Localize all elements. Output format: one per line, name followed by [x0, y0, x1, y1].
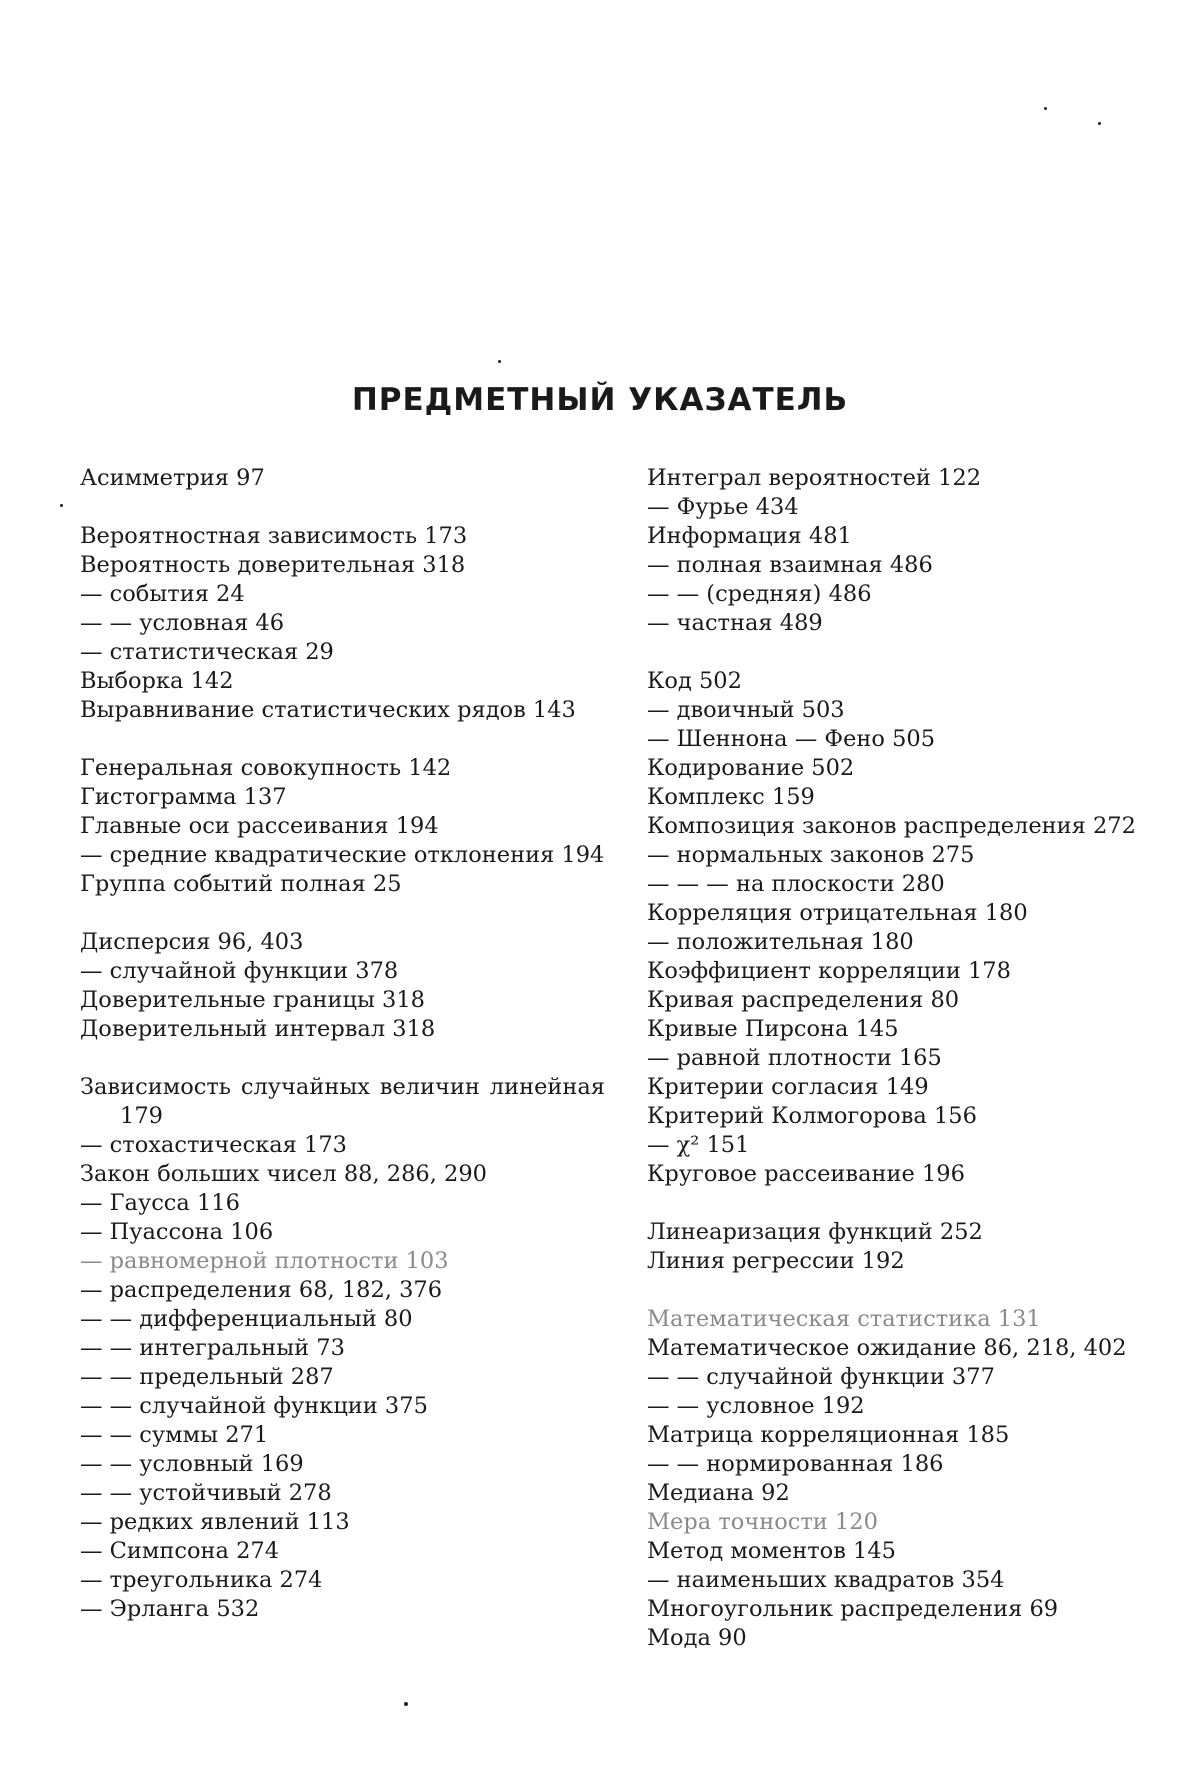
index-entry: Выравнивание статистических рядов 143: [80, 697, 576, 723]
index-entry: — редких явлений 113: [80, 1509, 350, 1535]
index-entry: Круговое рассеивание 196: [647, 1161, 965, 1187]
index-entry: Код 502: [647, 668, 742, 694]
index-entry: — треугольника 274: [80, 1567, 323, 1593]
index-entry: Метод моментов 145: [647, 1538, 896, 1564]
index-entry: Выборка 142: [80, 668, 234, 694]
index-entry: — — (средняя) 486: [647, 581, 872, 607]
index-entry: — Эрланга 532: [80, 1596, 260, 1622]
index-column-right: [647, 464, 1167, 1682]
scan-speck: [404, 1702, 408, 1706]
index-entry: Медиана 92: [647, 1480, 790, 1506]
index-entry: — положительная 180: [647, 929, 914, 955]
index-entry: — — условный 169: [80, 1451, 304, 1477]
page-title: ПРЕДМЕТНЫЙ УКАЗАТЕЛЬ: [351, 382, 849, 418]
index-letter-group: [647, 667, 1167, 1189]
index-entry: Вероятностная зависимость 173: [80, 523, 468, 549]
index-entry: — статистическая 29: [80, 639, 334, 665]
index-entry: Дисперсия 96, 403: [80, 929, 304, 955]
index-entry: — частная 489: [647, 610, 823, 636]
index-letter-group: [80, 928, 605, 1044]
index-entry: Главные оси рассеивания 194: [80, 813, 439, 839]
index-entry: Критерий Колмогорова 156: [647, 1103, 977, 1129]
index-letter-group: [80, 1073, 605, 1624]
index-entry: — χ² 151: [647, 1132, 750, 1158]
index-entry: Матрица корреляционная 185: [647, 1422, 1010, 1448]
index-entry: — — нормированная 186: [647, 1451, 944, 1477]
index-entry: Генеральная совокупность 142: [80, 755, 452, 781]
index-entry: Математическая статистика 131: [647, 1306, 1041, 1332]
index-entry: Зависимость случайных величин линейная 179: [80, 1074, 605, 1129]
index-entry: Корреляция отрицательная 180: [647, 900, 1028, 926]
index-entry: — — предельный 287: [80, 1364, 334, 1390]
index-entry: Доверительные границы 318: [80, 987, 425, 1013]
index-entry: — — дифференциальный 80: [80, 1306, 413, 1332]
index-entry: — — случайной функции 375: [80, 1393, 428, 1419]
index-entry: Критерии согласия 149: [647, 1074, 929, 1100]
index-entry: Информация 481: [647, 523, 852, 549]
index-entry: Комплекс 159: [647, 784, 815, 810]
index-entry: Мера точности 120: [647, 1509, 878, 1535]
scan-speck: [1044, 107, 1047, 110]
index-letter-group: [647, 1218, 1167, 1276]
index-entry: — средние квадратические отклонения 194: [80, 842, 605, 868]
index-entry: — Фурье 434: [647, 494, 799, 520]
index-entry: — — интегральный 73: [80, 1335, 345, 1361]
index-entry: — события 24: [80, 581, 245, 607]
scan-speck: [60, 504, 63, 507]
index-entry: Доверительный интервал 318: [80, 1016, 436, 1042]
index-entry: Линия регрессии 192: [647, 1248, 905, 1274]
index-entry: — — — на плоскости 280: [647, 871, 945, 897]
index-entry: — Гаусса 116: [80, 1190, 240, 1216]
index-entry: Многоугольник распределения 69: [647, 1596, 1059, 1622]
index-entry: Кривые Пирсона 145: [647, 1016, 899, 1042]
index-entry: Кодирование 502: [647, 755, 855, 781]
index-entry: Асимметрия 97: [80, 465, 265, 491]
index-column-left: [80, 464, 605, 1653]
scan-speck: [498, 360, 501, 363]
index-entry: Линеаризация функций 252: [647, 1219, 983, 1245]
index-entry: — — устойчивый 278: [80, 1480, 332, 1506]
index-letter-group: [80, 522, 605, 725]
index-entry: Композиция законов распределения 272: [647, 813, 1136, 839]
index-entry: Гистограмма 137: [80, 784, 287, 810]
index-entry: Группа событий полная 25: [80, 871, 402, 897]
index-entry: — Шеннона — Фено 505: [647, 726, 936, 752]
index-entry: Мода 90: [647, 1625, 747, 1651]
index-entry: Вероятность доверительная 318: [80, 552, 466, 578]
index-entry: — — суммы 271: [80, 1422, 269, 1448]
scan-speck: [1098, 122, 1101, 125]
index-entry: — случайной функции 378: [80, 958, 399, 984]
index-entry: — равномерной плотности 103: [80, 1248, 449, 1274]
index-entry: Коэффициент корреляции 178: [647, 958, 1011, 984]
index-letter-group: [647, 464, 1167, 638]
index-letter-group: [80, 464, 605, 493]
index-entry: Кривая распределения 80: [647, 987, 960, 1013]
index-entry: — двоичный 503: [647, 697, 845, 723]
index-entry: — Пуассона 106: [80, 1219, 274, 1245]
index-entry: Математическое ожидание 86, 218, 402: [647, 1335, 1127, 1361]
index-entry: — Симпсона 274: [80, 1538, 280, 1564]
index-entry: — нормальных законов 275: [647, 842, 975, 868]
index-entry: Закон больших чисел 88, 286, 290: [80, 1161, 487, 1187]
index-entry: — распределения 68, 182, 376: [80, 1277, 443, 1303]
index-entry: — — условная 46: [80, 610, 285, 636]
index-entry: — полная взаимная 486: [647, 552, 933, 578]
index-entry: — — случайной функции 377: [647, 1364, 995, 1390]
index-entry: — стохастическая 173: [80, 1132, 347, 1158]
index-entry: Интеграл вероятностей 122: [647, 465, 982, 491]
index-entry: — равной плотности 165: [647, 1045, 942, 1071]
index-letter-group: [80, 754, 605, 899]
index-entry: — — условное 192: [647, 1393, 865, 1419]
index-letter-group: [647, 1305, 1167, 1653]
index-entry: — наименьших квадратов 354: [647, 1567, 1005, 1593]
